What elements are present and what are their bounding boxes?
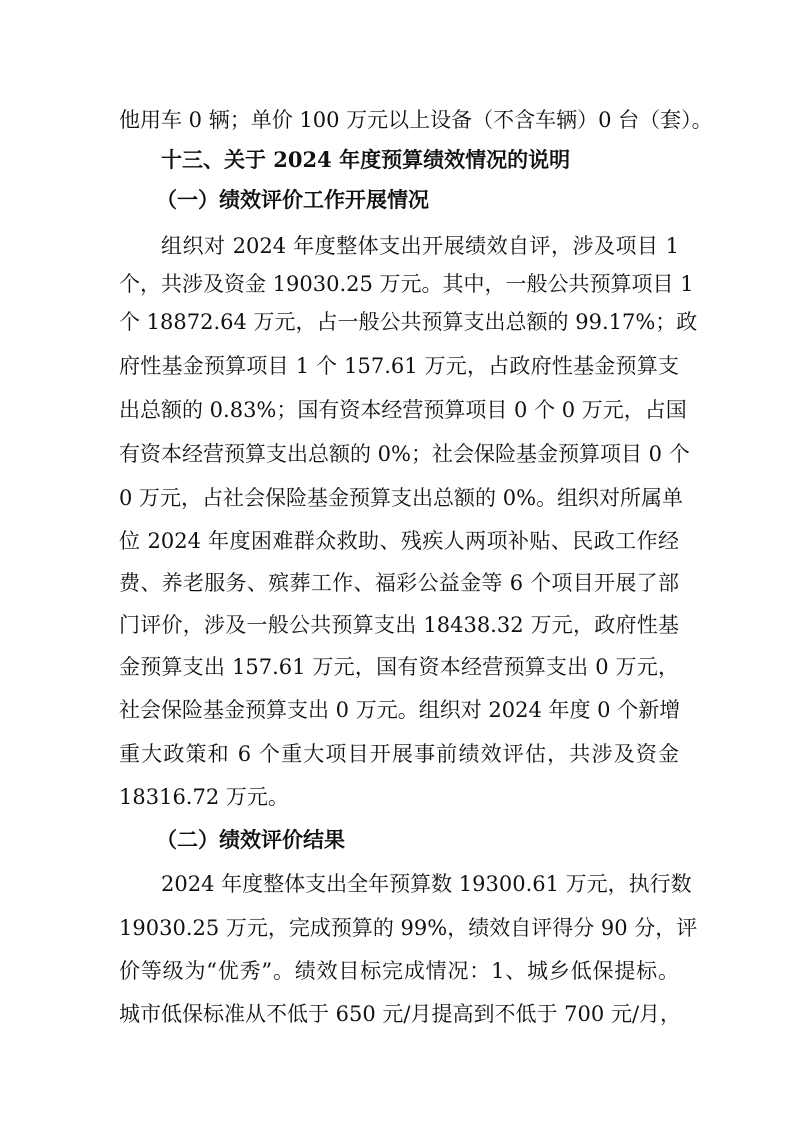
paragraph-line: 位 2024 年度困难群众救助、残疾人两项补贴、民政工作经 <box>119 529 679 553</box>
text-line: 他用车 0 辆；单价 100 万元以上设备（不含车辆）0 台（套）。 <box>119 108 713 132</box>
paragraph-line: 府性基金预算项目 1 个 157.61 万元，占政府性基金预算支 <box>119 354 679 378</box>
paragraph-line: 18316.72 万元。 <box>119 785 289 809</box>
paragraph-line: 19030.25 万元，完成预算的 99%，绩效自评得分 90 分，评 <box>119 916 698 940</box>
paragraph-line: 金预算支出 157.61 万元，国有资本经营预算支出 0 万元， <box>119 655 679 679</box>
paragraph-line: 组织对 2024 年度整体支出开展绩效自评，涉及项目 1 <box>161 234 679 258</box>
paragraph-line: 0 万元，占社会保险基金预算支出总额的 0%。组织对所属单 <box>119 486 684 510</box>
paragraph-line: 2024 年度整体支出全年预算数 19300.61 万元，执行数 <box>161 872 692 896</box>
section-heading: 十三、关于 2024 年度预算绩效情况的说明 <box>161 147 571 172</box>
paragraph-line: 有资本经营预算支出总额的 0%；社会保险基金预算项目 0 个 <box>119 442 690 466</box>
paragraph-line: 门评价，涉及一般公共预算支出 18438.32 万元，政府性基 <box>119 613 679 637</box>
subsection-heading: （一）绩效评价工作开展情况 <box>156 187 429 212</box>
paragraph-line: 价等级为“优秀”。绩效目标完成情况：1、城乡低保提标。 <box>119 959 679 983</box>
paragraph-line: 城市低保标准从不低于 650 元/月提高到不低于 700 元/月， <box>119 1002 682 1026</box>
paragraph-line: 费、养老服务、殡葬工作、福彩公益金等 6 个项目开展了部 <box>119 571 679 595</box>
subsection-heading: （二）绩效评价结果 <box>156 827 345 852</box>
paragraph-line: 社会保险基金预算支出 0 万元。组织对 2024 年度 0 个新增 <box>119 698 681 722</box>
paragraph-line: 个 18872.64 万元，占一般公共预算支出总额的 99.17%；政 <box>119 310 698 334</box>
paragraph-line: 出总额的 0.83%；国有资本经营预算项目 0 个 0 万元，占国 <box>119 398 687 422</box>
paragraph-line: 个，共涉及资金 19030.25 万元。其中，一般公共预算项目 1 <box>119 272 694 296</box>
paragraph-line: 重大政策和 6 个重大项目开展事前绩效评估，共涉及资金 <box>119 742 679 766</box>
